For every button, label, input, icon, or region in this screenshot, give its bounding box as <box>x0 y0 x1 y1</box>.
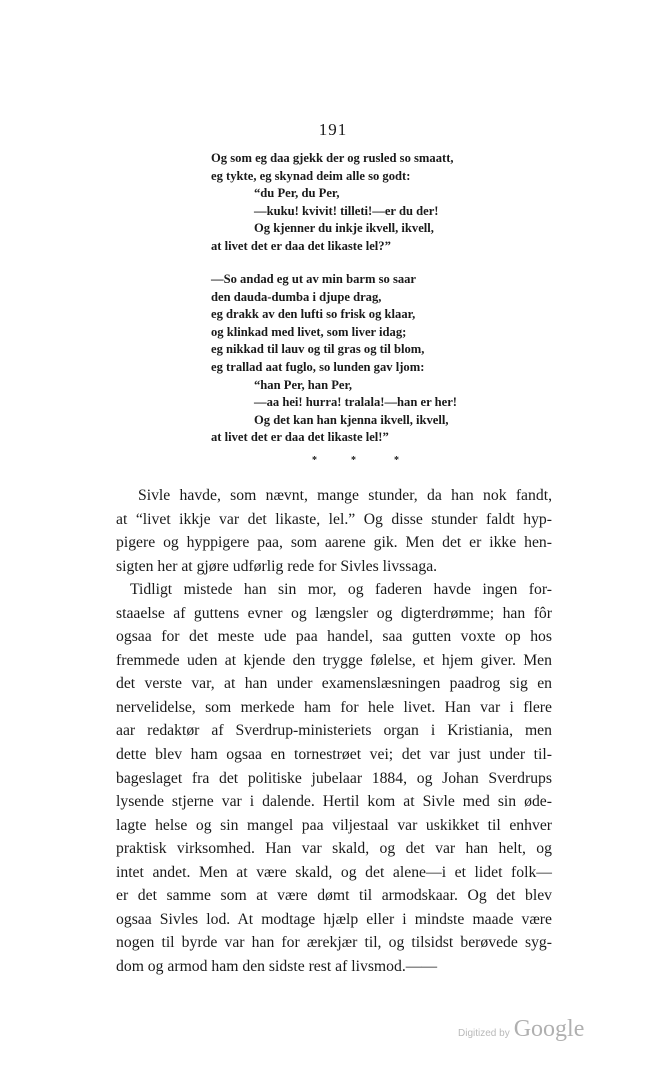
prose-line: er det samme som at være dømt til armodskaar. Og det blev <box>116 887 552 905</box>
poem-line: Og som eg daa gjekk der og rusled so smaatt, <box>211 151 454 165</box>
prose-line: Tidligt mistede han sin mor, og faderen havde ingen for- <box>130 581 552 599</box>
stanza-gap <box>211 255 571 271</box>
prose-line: pigere og hyppigere paa, som aarene gik. Men det er ikke hen- <box>116 534 552 552</box>
prose-line: Sivle havde, som nævnt, mange stunder, da han nok fandt, <box>138 487 552 504</box>
poem-line: eg tykte, eg skynad deim alle so godt: <box>211 168 411 183</box>
asterisk: * <box>394 455 399 466</box>
poem-line: at livet det er daa det likaste lel?” <box>211 238 391 253</box>
prose-line: nervelidelse, som merkede ham for hele livet. Han var i flere <box>116 698 552 716</box>
prose-line: ogsaa for det meste ude paa handel, saa gutten voxte op hos <box>116 628 552 646</box>
asterisk: * <box>351 455 356 466</box>
poem-line: den dauda-dumba i djupe drag, <box>211 289 382 304</box>
prose-line: nogen til byrde var han for ærekjær til, og tilsidst berøvede syg- <box>116 934 552 952</box>
prose-line: praktisk virksomhed. Han var skald, og det var han helt, og <box>116 840 552 858</box>
prose-line: aar redaktør af Sverdrup-ministeriets organ i Kristiania, men <box>116 722 552 740</box>
prose-line: bageslaget fra det politiske jubelaar 1884, og Johan Sverdrups <box>116 769 552 787</box>
prose-line: intet andet. Men at være skald, og det alene—i et lidet folk— <box>116 863 552 881</box>
poem-line: —kuku! kvivit! tilleti!—er du der! <box>254 203 439 218</box>
poem-line: “du Per, du Per, <box>254 186 340 201</box>
asterisk: * <box>312 455 317 466</box>
prose-line: det verste var, at han under examenslæsningen paadrog sig en <box>116 675 552 693</box>
poem-line: og klinkad med livet, som liver idag; <box>211 324 407 339</box>
poem-line: eg trallad aat fuglo, so lunden gav ljom: <box>211 360 425 375</box>
poem-block <box>211 150 571 447</box>
poem-line: —So andad eg ut av min barm so saar <box>211 272 417 287</box>
prose-line: fremmede uden at kjende den trygge følelse, et hjem giver. Men <box>116 651 552 669</box>
prose-line: sigten her at gjøre udførlig rede for Sivles livssaga. <box>116 557 438 575</box>
prose-block <box>116 484 552 978</box>
poem-line: —aa hei! hurra! tralala!—han er her! <box>254 395 457 410</box>
poem-line: Og det kan han kjenna ikvell, ikvell, <box>254 412 449 427</box>
poem-line: “han Per, han Per, <box>254 377 353 392</box>
poem-line: at livet det er daa det likaste lel!” <box>211 430 389 445</box>
poem-line: eg drakk av den lufti so frisk og klaar, <box>211 307 416 322</box>
prose-line: staaelse af guttens evner og længsler og digterdrømme; han fôr <box>116 604 552 622</box>
prose-line: dom og armod ham den sidste rest af livsmod.—— <box>116 957 438 975</box>
digitized-watermark <box>458 1016 584 1043</box>
page-number: 191 <box>318 120 348 139</box>
prose-line: lagte helse og sin mangel paa viljestaal var uskikket til enhver <box>116 816 552 834</box>
prose-line: dette blev ham ogsaa en tornestrøet vei; det var just under til- <box>116 746 552 764</box>
poem-line: eg nikkad til lauv og til gras og til blom, <box>211 342 425 357</box>
poem-line: Og kjenner du inkje ikvell, ikvell, <box>254 221 434 236</box>
google-logo: Google <box>513 1016 585 1042</box>
prose-line: at “livet ikkje var det likaste, lel.” Og disse stunder faldt hyp- <box>116 510 552 528</box>
prose-line: ogsaa Sivles lod. At modtage hjælp eller i mindste maade være <box>116 910 552 928</box>
watermark-prefix: Digitized by <box>458 1028 510 1039</box>
prose-line: lysende stjerne var i dalende. Hertil kom at Sivle med sin øde- <box>116 793 552 811</box>
